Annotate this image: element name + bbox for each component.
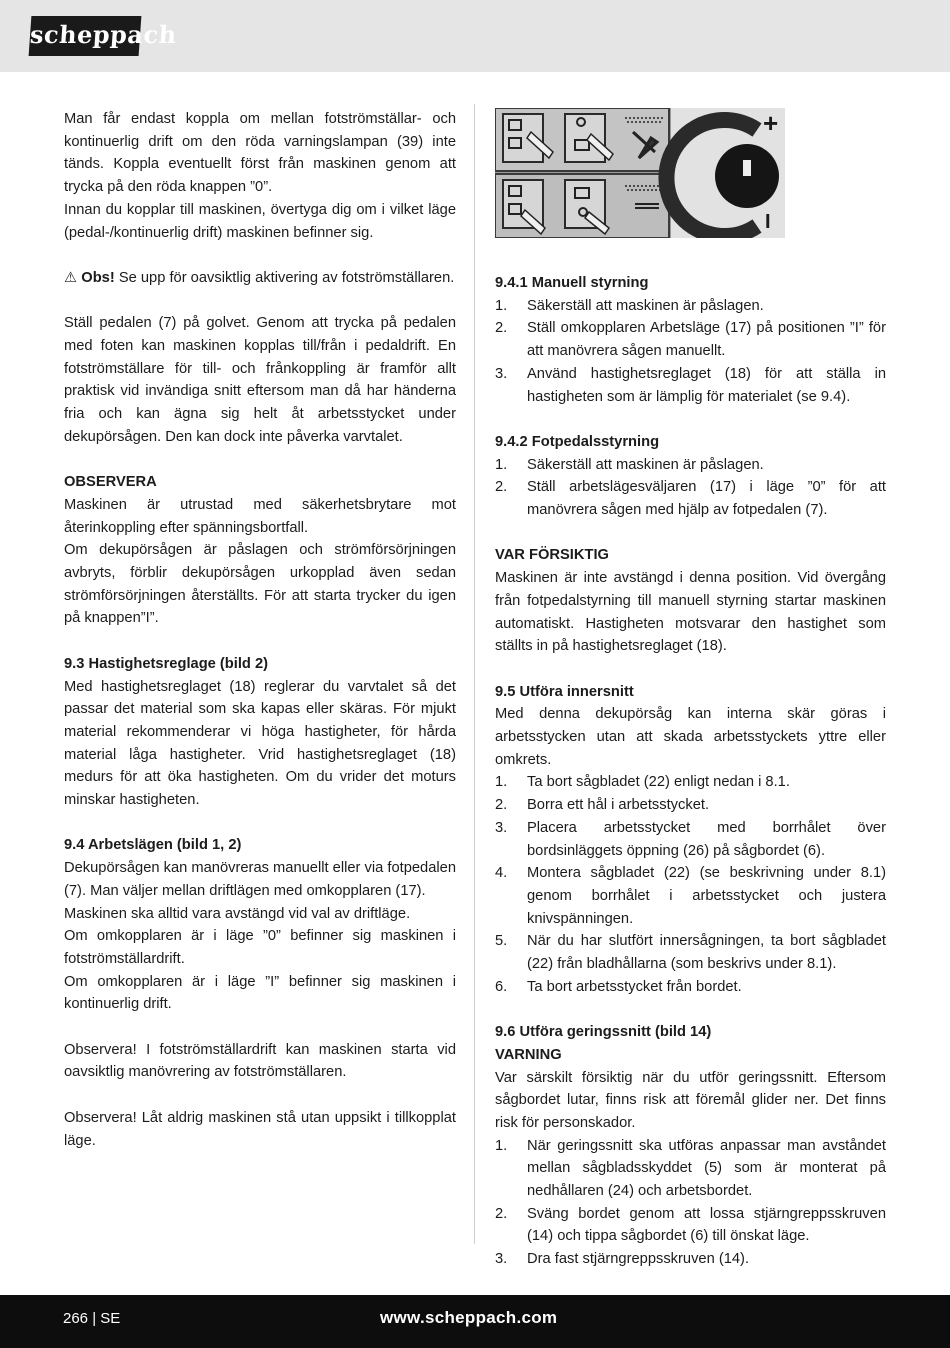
observera-heading: OBSERVERA bbox=[64, 474, 157, 491]
list-item: 2. Ställ omkopplaren Arbetsläge (17) på positionen ”I” för att manövrera sågen manuellt. bbox=[495, 320, 886, 360]
page-number: 266 | SE bbox=[63, 1310, 121, 1327]
list-item: 3. Dra fast stjärngreppsskruven (14). bbox=[495, 1251, 750, 1268]
plus-label: + bbox=[763, 108, 779, 138]
intro-paragraph-1: Man får endast koppla om mellan fotströmställar- och kontinuerlig drift om den röda varningslampan (39) inte tänds. Koppla eventuellt först från maskinen genom att trycka på den röda knappen ”0”. bbox=[64, 111, 456, 196]
section-9-5-text: Med denna dekupörsåg kan interna skär göras i arbetsstycken utan att skada arbetsstyckets yttre eller omkrets. bbox=[495, 706, 886, 768]
list-item: 1. Säkerställ att maskinen är påslagen. bbox=[495, 456, 764, 473]
right-column bbox=[495, 108, 886, 1271]
list-item: 1. När geringssnitt ska utföras anpassar man avståndet mellan sågbladsskyddet (5) som är monterat på nedhållaren (24) och arbetsbordet. bbox=[495, 1137, 886, 1200]
list-item: 2. Sväng bordet genom att lossa stjärngreppsskruven (14) och tippa sågbordet (6) till önskat läge. bbox=[495, 1205, 886, 1245]
list-item: 4. Montera sågbladet (22) (se beskrivning under 8.1) genom borrhålet i arbetsstycket och justera knivspänningen. bbox=[495, 865, 886, 927]
left-column bbox=[64, 108, 456, 1152]
list-item: 1. Ta bort sågbladet (22) enligt nedan i 8.1. bbox=[495, 774, 790, 791]
note-paragraph-2: Observera! Låt aldrig maskinen stå utan uppsikt i tillkopplat läge. bbox=[64, 1109, 456, 1149]
varning-text: Var särskilt försiktig när du utför geringssnitt. Eftersom sågbordet lutar, finns risk att föremål glider ner. Det finns risk för personskador. bbox=[495, 1069, 886, 1131]
var-forsiktig-text: Maskinen är inte avstängd i denna position. Vid övergång från fotpedalstyrning till manuell styrning startar maskinen automatiskt. Hastigheten motsvarar den hastighet som ställts in på hastighetsreglaget (18). bbox=[495, 570, 886, 655]
section-9-4-2-heading: 9.4.2 Fotpedalsstyrning bbox=[495, 433, 660, 450]
var-forsiktig-heading: VAR FÖRSIKTIG bbox=[495, 547, 609, 564]
section-9-4-text-3: Om omkopplaren är i läge ”0” befinner sig maskinen i fotströmställardrift. bbox=[64, 928, 456, 967]
brand-logo: scheppach bbox=[29, 16, 142, 56]
obs-paragraph bbox=[64, 267, 456, 290]
section-9-4-1-heading: 9.4.1 Manuell styrning bbox=[495, 275, 649, 291]
page-header bbox=[0, 0, 950, 72]
column-divider bbox=[474, 104, 475, 1244]
warning-icon: ⚠ bbox=[64, 269, 78, 286]
section-9-4-heading: 9.4 Arbetslägen (bild 1, 2) bbox=[64, 837, 242, 854]
minus-label: I bbox=[765, 211, 771, 233]
list-item: 6. Ta bort arbetsstycket från bordet. bbox=[495, 978, 742, 995]
section-9-6-heading: 9.6 Utföra geringssnitt (bild 14) bbox=[495, 1024, 712, 1041]
list-item: 3. Placera arbetsstycket med borrhålet över bordsinläggets öppning (26) på sågbordet (6). bbox=[495, 819, 886, 859]
list-item: 5. När du har slutfört innersågningen, ta bort sågbladet (22) från bladhållarna (som beskrivs under 8.1). bbox=[495, 933, 886, 973]
section-9-3-text: Med hastighetsreglaget (18) reglerar du varvtalet så det passar det material som ska kapas eller skäras. För mjukt material rekommenderar vi höga hastigheter, för hårda material låga hastigheter. Vrid hastighetsreglaget (18) medurs för att öka hastigheten. Om du vrider det moturs minskar hastigheten. bbox=[64, 678, 456, 809]
obs-label: Obs! bbox=[81, 269, 115, 286]
page-footer bbox=[0, 1295, 950, 1348]
observera-paragraph-1: Maskinen är utrustad med säkerhetsbrytare mot återinkoppling efter spänningsbortfall. bbox=[64, 496, 456, 536]
section-9-3-heading: 9.3 Hastighetsreglage (bild 2) bbox=[64, 655, 269, 672]
website-link[interactable]: www.scheppach.com bbox=[380, 1308, 558, 1327]
list-item: 2. Borra ett hål i arbetsstycket. bbox=[495, 797, 710, 814]
list-item: 3. Använd hastighetsreglaget (18) för att ställa in hastigheten som är lämplig för materialet (se 9.4). bbox=[495, 365, 886, 405]
section-9-4-text-2: Maskinen ska alltid vara avstängd vid val av driftläge. bbox=[64, 905, 411, 922]
control-panel-photo bbox=[495, 108, 785, 238]
intro-paragraph-2: Innan du kopplar till maskinen, övertyga dig om i vilket läge (pedal-/kontinuerlig drift) maskinen befinner sig. bbox=[64, 201, 456, 241]
list-item: 1. Säkerställ att maskinen är påslagen. bbox=[495, 297, 764, 314]
section-9-4-text-4: Om omkopplaren är i läge ”I” befinner sig maskinen i kontinuerlig drift. bbox=[64, 973, 456, 1013]
note-paragraph-1: Observera! I fotströmställardrift kan maskinen starta vid oavsiktlig manövrering av fotströmställaren. bbox=[64, 1041, 456, 1081]
observera-paragraph-2: Om dekupörsågen är påslagen och strömförsörjningen avbryts, förblir dekupörsågen urkopplad även sedan strömförsörjningen återställts. För att starta trycker du igen på knappen”I”. bbox=[64, 542, 456, 627]
section-9-5-heading: 9.5 Utföra innersnitt bbox=[495, 683, 634, 700]
obs-text: Se upp för oavsiktlig aktivering av fotströmställaren. bbox=[114, 269, 455, 286]
varning-heading: VARNING bbox=[495, 1046, 562, 1063]
section-9-4-text-1: Dekupörsågen kan manövreras manuellt eller via fotpedalen (7). Man väljer mellan driftlägen med omkopplaren (17). bbox=[64, 860, 456, 899]
control-panel-figure bbox=[495, 108, 785, 238]
list-item: 2. Ställ arbetslägesväljaren (17) i läge ”0” för att manövrera sågen med hjälp av fotpedalen (7). bbox=[495, 479, 886, 519]
pedal-paragraph: Ställ pedalen (7) på golvet. Genom att trycka på pedalen med foten kan maskinen kopplas till/från i pedaldrift. En fotströmställare för till- och frånkoppling är framför allt praktisk vid invändiga snitt eftersom man då har händerna fria och kan ägna sig helt åt arbetsstycket under dekupörsågen. Den kan dock inte påverka varvtalet. bbox=[64, 315, 456, 445]
